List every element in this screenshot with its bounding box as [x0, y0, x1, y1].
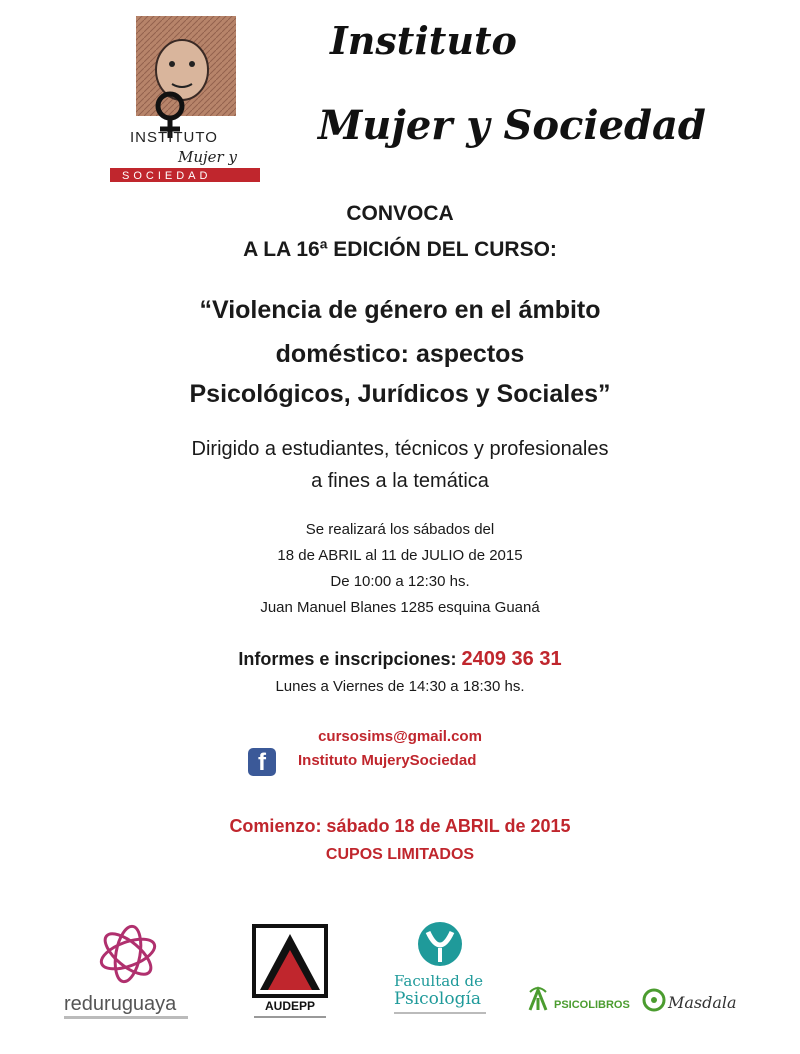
facultad-text-1: Facultad de	[394, 972, 484, 990]
facultad-text-2: Psicología	[394, 989, 482, 1009]
audience-line-2: a fines a la temática	[311, 470, 489, 492]
psicolibros-logo	[524, 980, 634, 1020]
audepp-logo	[240, 918, 340, 1026]
email-link[interactable]: cursosims@gmail.com	[318, 728, 482, 745]
audience-line-1: Dirigido a estudiantes, técnicos y profesionales	[191, 438, 609, 460]
schedule-line-1: Se realizará los sábados del	[305, 521, 495, 538]
schedule-address: Juan Manuel Blanes 1285 esquina Guaná	[260, 599, 540, 616]
title-line-2: Mujer y Sociedad	[318, 102, 706, 149]
reduruguaya-text: reduruguaya	[64, 993, 177, 1015]
office-hours: Lunes a Viernes de 14:30 a 18:30 hs.	[275, 678, 525, 695]
limited-spots: CUPOS LIMITADOS	[325, 846, 475, 863]
facebook-link[interactable]: Instituto MujerySociedad	[298, 752, 477, 769]
masdala-text: Masdala	[668, 993, 737, 1012]
reduruguaya-logo	[58, 918, 198, 1028]
facultad-logo	[388, 918, 496, 1028]
masdala-logo	[640, 980, 740, 1020]
start-date: Comienzo: sábado 18 de ABRIL de 2015	[229, 816, 571, 836]
schedule-line-3: De 10:00 a 12:30 hs.	[330, 573, 470, 590]
psicolibros-text: PSICOLIBROS	[554, 999, 630, 1011]
phone-number[interactable]: 2409 36 31	[461, 648, 562, 670]
title-line-1: Instituto	[330, 18, 517, 63]
svg-text:INSTITUTO: INSTITUTO	[130, 129, 218, 146]
course-title-line-1: “Violencia de género en el ámbito	[199, 296, 601, 324]
svg-text:SOCIEDAD: SOCIEDAD	[122, 170, 212, 182]
institute-logo	[108, 14, 266, 186]
audepp-text: AUDEPP	[264, 999, 316, 1013]
svg-text:Mujer y: Mujer y	[178, 148, 237, 166]
facebook-icon[interactable]: f	[248, 748, 276, 776]
schedule-line-2: 18 de ABRIL al 11 de JULIO de 2015	[277, 547, 523, 564]
convoca-heading: CONVOCA	[346, 202, 454, 225]
course-title-line-2: doméstico: aspectos	[275, 340, 525, 368]
informes-line	[0, 648, 800, 671]
edition-heading: A LA 16ª EDICIÓN DEL CURSO:	[243, 238, 557, 261]
informes-label: Informes e inscripciones:	[238, 649, 457, 669]
course-title-line-3: Psicológicos, Jurídicos y Sociales”	[189, 380, 611, 408]
